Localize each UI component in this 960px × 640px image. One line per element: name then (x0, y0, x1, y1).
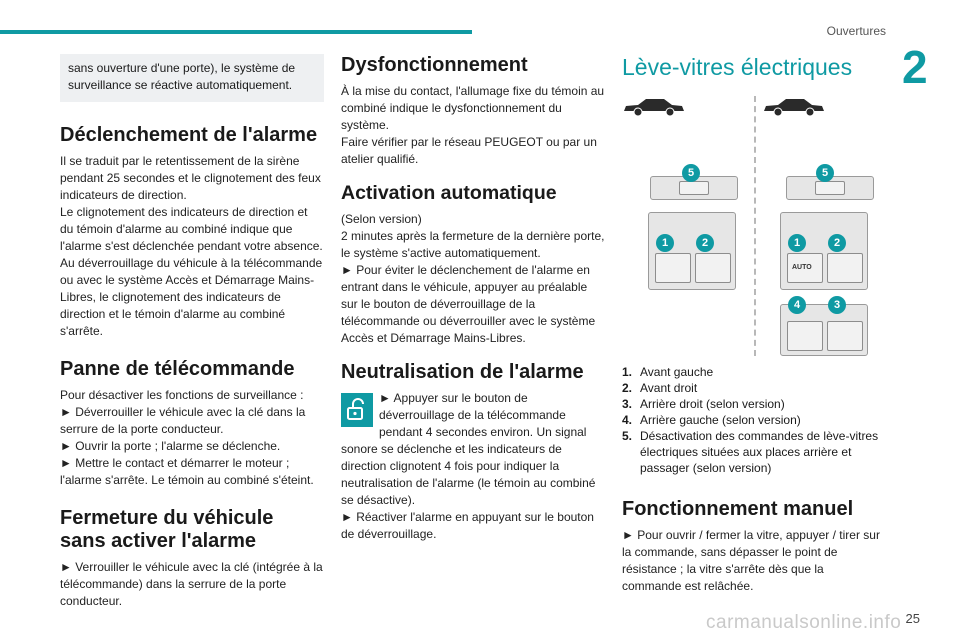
child-lock-switch-right[interactable] (815, 181, 845, 195)
heading-leve-vitres: Lève-vitres électriques (622, 54, 853, 80)
heading-declenchement: Déclenchement de l'alarme (60, 124, 318, 146)
legend-item: 2. Avant droit (622, 381, 698, 395)
paragraph-declenchement: Il se traduit par le retentissement de la sirène pendant 25 secondes et le clignotement des feux indicateurs de direction. Le clignotement des indicateurs de direction et du témoin d'alarme au combiné indique que l'alarme s'est déclenchée pendant votre absence. Au déverrouillage du véhicule à la télécommande ou avec le système Accès et Démarrage Mains-Libres, le clignotement des indicateurs de direction et le témoin d'alarme au combiné s'arrête. (60, 154, 323, 338)
unlock-icon (341, 393, 373, 427)
heading-activation-automatique: Activation automatique (341, 182, 557, 204)
chapter-number: 2 (902, 41, 928, 93)
child-lock-switch-left[interactable] (679, 181, 709, 195)
callout-2-left: 2 (696, 234, 714, 252)
car-icon-right (762, 96, 826, 118)
window-switch-figure (622, 94, 886, 356)
paragraph-activation-automatique: (Selon version) 2 minutes après la fermeture de la dernière porte, le système s'active automatiquement. ► Pour éviter le déclenchement de l'alarme en entrant dans le véhicule, appuyer au préalable sur le bouton de déverrouillage de la télécommande ou déverrouiller avec le système Accès et Démarrage Mains-Libres. (341, 212, 605, 345)
heading-neutralisation: Neutralisation de l'alarme (341, 361, 584, 383)
callout-5-right: 5 (816, 164, 834, 182)
window-switch-front-left[interactable] (655, 253, 691, 283)
neutralisation-block (341, 390, 605, 543)
heading-panne-telecommande: Panne de télécommande (60, 358, 295, 380)
callout-2-right: 2 (828, 234, 846, 252)
auto-label: AUTO (792, 264, 812, 271)
callout-1-right: 1 (788, 234, 806, 252)
window-switch-rear-left[interactable] (787, 321, 823, 351)
legend-item: 1. Avant gauche (622, 365, 714, 379)
header-accent-bar (0, 30, 472, 34)
figure-divider (754, 96, 756, 356)
paragraph-neutralisation: ► Appuyer sur le bouton de déverrouillage de la télécommande pendant 4 secondes environ. Un signal sonore se déclenche et les indicateurs de direction clignotent 4 fois pour indiquer la neutralisation de l'alarme (le témoin au combiné se désactive). ► Réactiver l'alarme en appuyant sur le bouton de déverrouillage. (341, 391, 596, 541)
legend-item: 4. Arrière gauche (selon version) (622, 413, 801, 427)
column-middle (341, 54, 605, 561)
callout-5-left: 5 (682, 164, 700, 182)
column-right (622, 54, 886, 613)
paragraph-dysfonctionnement: À la mise du contact, l'allumage fixe du témoin au combiné indique le dysfonctionnement du système. Faire vérifier par le réseau PEUGEOT ou par un atelier qualifié. (341, 84, 605, 166)
car-icon-left (622, 96, 686, 118)
heading-fonctionnement-manuel: Fonctionnement manuel (622, 498, 854, 520)
window-switch-front-right-b[interactable] (827, 253, 863, 283)
figure-legend (622, 364, 886, 476)
column-left (60, 54, 324, 628)
page-number: 25 (905, 611, 920, 626)
note-box: sans ouverture d'une porte), le système de surveillance se réactive automatiquement. (60, 54, 324, 102)
heading-dysfonctionnement: Dysfonctionnement (341, 54, 528, 76)
section-title: Ouvertures (826, 24, 886, 38)
legend-item: 5. Désactivation des commandes de lève-vitres électriques situées aux places arrière et passager (selon version) (622, 429, 879, 475)
legend-item: 3. Arrière droit (selon version) (622, 397, 785, 411)
paragraph-fermeture-sans-alarme: ► Verrouiller le véhicule avec la clé (intégrée à la télécommande) dans la serrure de la porte conducteur. (60, 560, 323, 608)
callout-3: 3 (828, 296, 846, 314)
paragraph-panne-telecommande: Pour désactiver les fonctions de surveillance : ► Déverrouiller le véhicule avec la clé dans la serrure de la porte conducteur. ► Ouvrir la porte ; l'alarme se déclenche. ► Mettre le contact et démarrer le moteur ; l'alarme s'arrête. Le témoin au combiné s'éteint. (60, 388, 314, 487)
paragraph-fonctionnement-manuel: ► Pour ouvrir / fermer la vitre, appuyer / tirer sur la commande, sans dépasser le point de résistance ; la vitre s'arrête dès que la commande est relâchée. (622, 528, 880, 593)
callout-1-left: 1 (656, 234, 674, 252)
window-switch-rear-right[interactable] (827, 321, 863, 351)
watermark: carmanualsonline.info (706, 612, 902, 633)
window-switch-front-right[interactable] (695, 253, 731, 283)
heading-fermeture-sans-alarme: Fermeture du véhicule sans activer l'alarme (60, 507, 274, 552)
callout-4: 4 (788, 296, 806, 314)
